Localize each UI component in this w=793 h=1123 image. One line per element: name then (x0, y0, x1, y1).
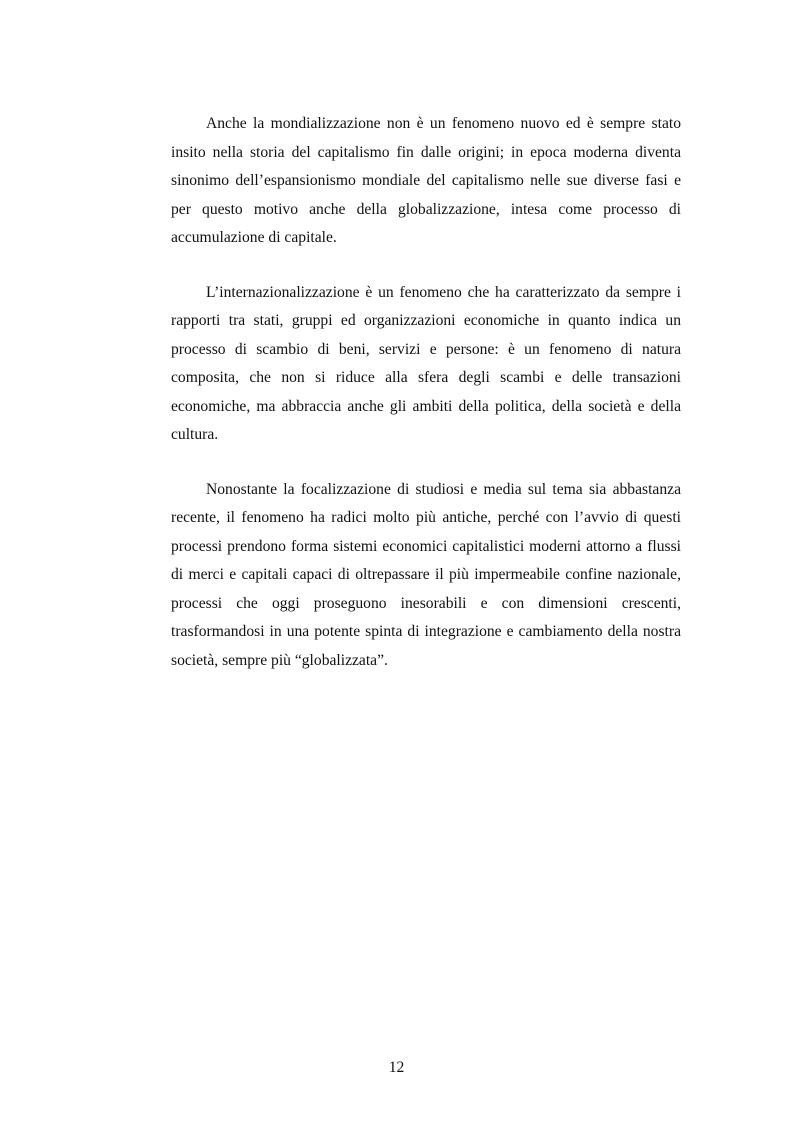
text-body (171, 110, 681, 701)
page-number: 12 (388, 1059, 405, 1076)
paragraph-mondializzazione: Anche la mondializzazione non è un fenomeno nuovo ed è sempre stato insito nella storia del capitalismo fin dalle origini; in epoca moderna diventa sinonimo dell’espansionismo mondiale del capitalismo nelle sue diverse fasi e per questo motivo anche della globalizzazione, intesa come processo di accumulazione di capitale. (171, 115, 681, 246)
paragraph-internazionalizzazione: L’internazionalizzazione è un fenomeno che ha caratterizzato da sempre i rapporti tra stati, gruppi ed organizzazioni economiche in quanto indica un processo di scambio di beni, servizi e persone: è un fenomeno di natura composita, che non si riduce alla sfera degli scambi e delle transazioni economiche, ma abbraccia anche gli ambiti della politica, della società e della cultura. (171, 283, 681, 443)
paragraph-globalizzazione: Nonostante la focalizzazione di studiosi e media sul tema sia abbastanza recente, il fenomeno ha radici molto più antiche, perché con l’avvio di questi processi prendono forma sistemi economici capitalistici moderni attorno a flussi di merci e capitali capaci di oltrepassare il più impermeabile confine nazionale, processi che oggi proseguono inesorabili e con dimensioni crescenti, trasformandosi in una potente spinta di integrazione e cambiamento della nostra società, sempre più “globalizzata”. (171, 480, 681, 669)
